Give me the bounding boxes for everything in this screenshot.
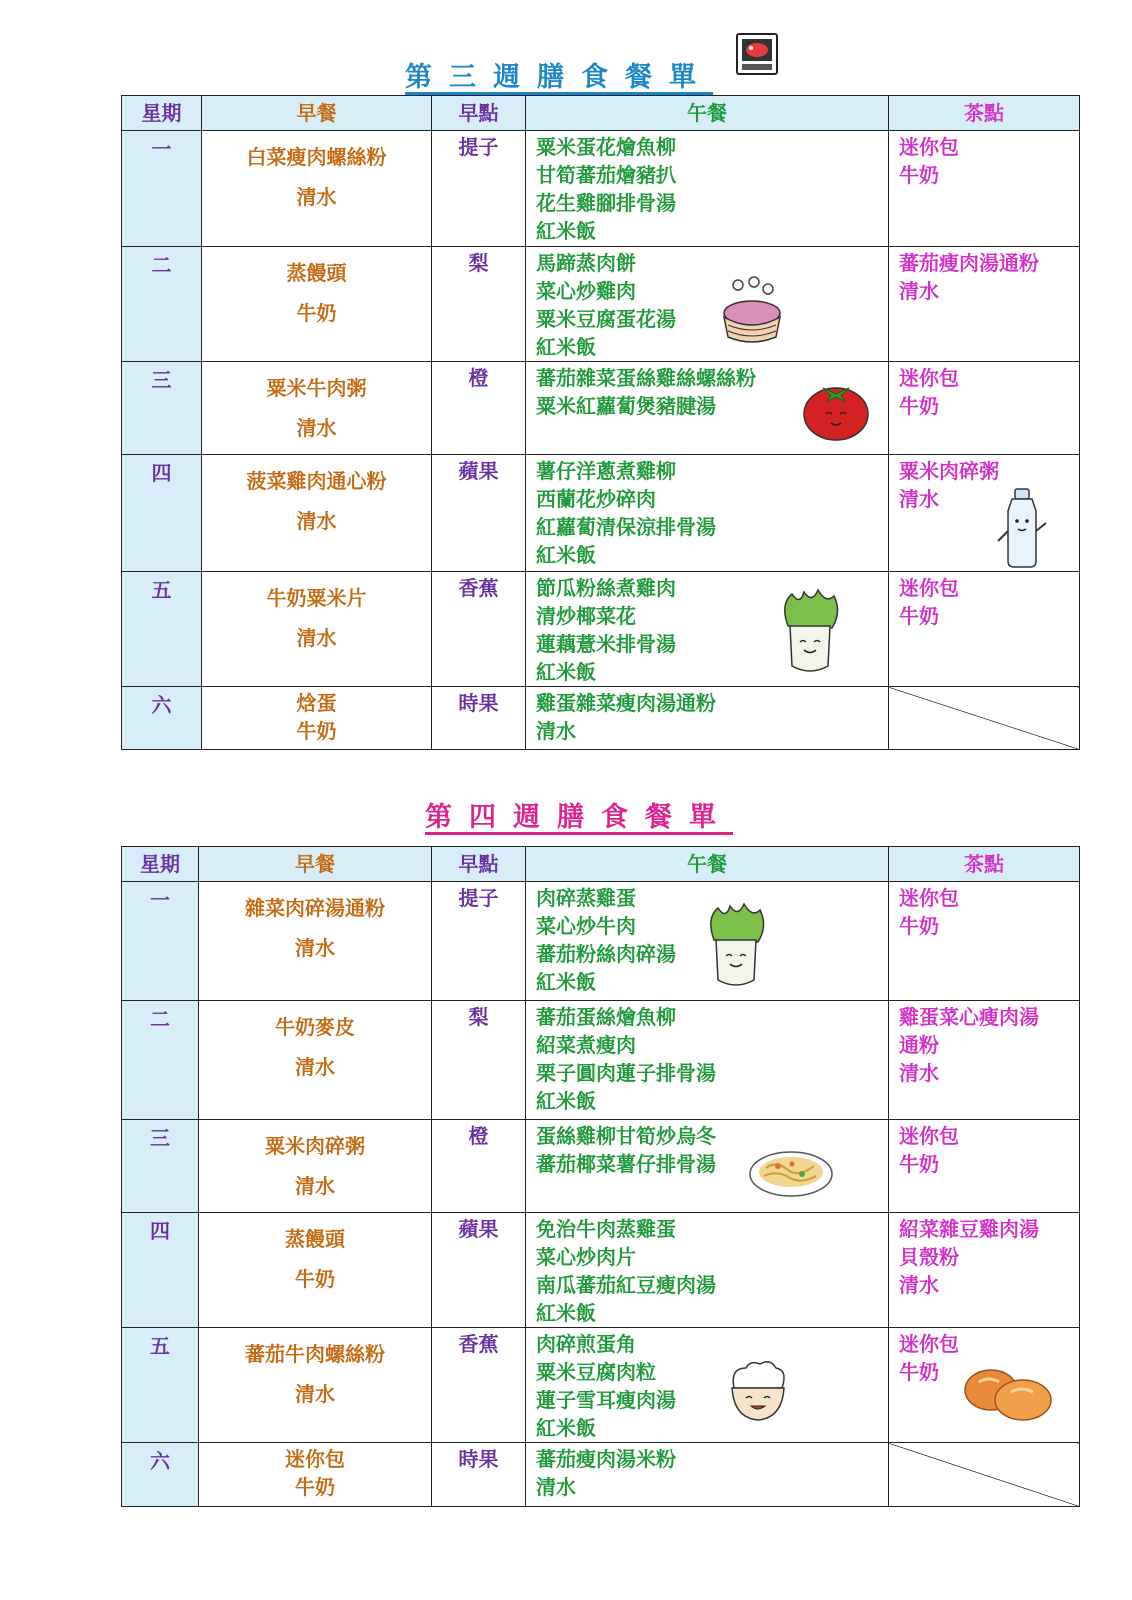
breakfast-item: 蒸饅頭 xyxy=(286,261,347,285)
header-tea: 茶點 xyxy=(889,96,1080,131)
tea-item: 蕃茄瘦肉湯通粉 xyxy=(899,251,1039,275)
lunch-cell xyxy=(526,882,889,1001)
lunch-cell xyxy=(526,455,889,572)
tea-item: 牛奶 xyxy=(899,914,939,938)
week4-title: 第四週膳食餐單 xyxy=(425,802,733,833)
breakfast-cell xyxy=(202,247,432,362)
tea-cell xyxy=(889,455,1080,572)
breakfast-item: 清水 xyxy=(295,1174,335,1198)
header-lunch: 午餐 xyxy=(526,96,889,131)
bread-rolls-icon xyxy=(961,1364,1055,1431)
day-cell: 三 xyxy=(122,362,202,455)
tea-item: 牛奶 xyxy=(899,163,939,187)
tea-cell-empty xyxy=(889,1443,1080,1507)
tea-cell xyxy=(889,1001,1080,1120)
morning-snack-cell: 梨 xyxy=(432,1001,526,1120)
lunch-item: 紅米飯 xyxy=(536,970,596,994)
breakfast-cell xyxy=(202,362,432,455)
breakfast-item: 清水 xyxy=(295,1055,335,1079)
lunch-item: 肉碎蒸雞蛋 xyxy=(536,886,636,910)
lunch-item: 花生雞腳排骨湯 xyxy=(536,191,676,215)
morning-snack-cell: 橙 xyxy=(432,1120,526,1213)
day-cell: 一 xyxy=(122,131,202,247)
lunch-item: 粟米蛋花燴魚柳 xyxy=(536,135,676,159)
lunch-item: 肉碎煎蛋角 xyxy=(536,1332,636,1356)
table-row xyxy=(122,247,1080,362)
tea-item: 雞蛋菜心瘦肉湯 xyxy=(899,1005,1039,1029)
morning-snack-cell: 提子 xyxy=(432,882,526,1001)
breakfast-cell xyxy=(202,572,432,687)
header-breakfast: 早餐 xyxy=(199,847,432,882)
tea-item: 迷你包 xyxy=(899,135,959,159)
day-cell: 一 xyxy=(122,882,199,1001)
breakfast-cell xyxy=(199,1213,432,1328)
week3-title: 第三週膳食餐單 xyxy=(405,62,713,93)
breakfast-item: 牛奶 xyxy=(295,1267,335,1291)
lunch-item: 紅蘿蔔清保涼排骨湯 xyxy=(536,515,716,539)
lunch-item: 雞蛋雜菜瘦肉湯通粉 xyxy=(536,691,716,715)
breakfast-item: 牛奶粟米片 xyxy=(266,586,367,610)
breakfast-item: 雜菜肉碎湯通粉 xyxy=(245,896,385,920)
lunch-item: 薯仔洋蔥煮雞柳 xyxy=(536,459,676,483)
breakfast-cell xyxy=(202,131,432,247)
tea-cell xyxy=(889,362,1080,455)
cabbage-icon xyxy=(704,900,768,999)
week3-table xyxy=(121,95,1080,750)
lunch-item: 粟米紅蘿蔔煲豬腱湯 xyxy=(536,394,716,418)
header-row xyxy=(122,96,1080,131)
day-cell: 二 xyxy=(122,1001,199,1120)
tea-item: 通粉 xyxy=(899,1033,939,1057)
breakfast-item: 白菜瘦肉螺絲粉 xyxy=(246,145,387,169)
lunch-item: 西蘭花炒碎肉 xyxy=(536,487,656,511)
rice-bowl-icon xyxy=(726,1358,790,1431)
day-cell: 四 xyxy=(122,1213,199,1328)
noodle-plate-icon xyxy=(748,1144,834,1207)
table-row xyxy=(122,1001,1080,1120)
tea-item: 牛奶 xyxy=(899,604,939,628)
tea-item: 牛奶 xyxy=(899,394,939,418)
tea-item: 貝殼粉 xyxy=(899,1245,959,1269)
table-row xyxy=(122,1120,1080,1213)
breakfast-item: 蕃茄牛肉螺絲粉 xyxy=(245,1342,385,1366)
lunch-item: 蕃茄椰菜薯仔排骨湯 xyxy=(536,1152,716,1176)
breakfast-item: 清水 xyxy=(296,509,337,533)
morning-snack-cell: 提子 xyxy=(432,131,526,247)
tea-item: 迷你包 xyxy=(899,576,959,600)
lunch-item: 蕃茄粉絲肉碎湯 xyxy=(536,942,676,966)
lunch-item: 馬蹄蒸肉餅 xyxy=(536,251,636,275)
tea-item: 迷你包 xyxy=(899,1124,959,1148)
header-lunch: 午餐 xyxy=(526,847,889,882)
tomato-icon xyxy=(801,376,871,449)
breakfast-item: 清水 xyxy=(295,1382,335,1406)
tea-item: 清水 xyxy=(899,1273,939,1297)
tea-cell-empty xyxy=(889,687,1080,750)
lunch-item: 蕃茄雜菜蛋絲雞絲螺絲粉 xyxy=(536,366,756,390)
lunch-cell xyxy=(526,687,889,750)
lunch-item: 紅米飯 xyxy=(536,1301,596,1325)
tea-item: 清水 xyxy=(899,279,939,303)
tea-cell xyxy=(889,1328,1080,1443)
table-row xyxy=(122,1213,1080,1328)
lunch-item: 蓮藕薏米排骨湯 xyxy=(536,632,676,656)
table-row xyxy=(122,1443,1080,1507)
lunch-cell xyxy=(526,247,889,362)
day-cell: 六 xyxy=(122,687,202,750)
day-cell: 五 xyxy=(122,572,202,687)
tea-cell xyxy=(889,1213,1080,1328)
breakfast-cell xyxy=(199,882,432,1001)
breakfast-item: 牛奶 xyxy=(296,301,337,325)
table-row xyxy=(122,1328,1080,1443)
header-day: 星期 xyxy=(122,847,199,882)
header-day: 星期 xyxy=(122,96,202,131)
tea-item: 清水 xyxy=(899,1061,939,1085)
table-row xyxy=(122,882,1080,1001)
lunch-item: 紅米飯 xyxy=(536,1416,596,1440)
day-cell: 五 xyxy=(122,1328,199,1443)
breakfast-cell xyxy=(199,1328,432,1443)
header-tea: 茶點 xyxy=(889,847,1080,882)
lunch-cell xyxy=(526,1328,889,1443)
breakfast-cell xyxy=(202,455,432,572)
table-row xyxy=(122,687,1080,750)
lunch-item: 粟米豆腐肉粒 xyxy=(536,1360,656,1384)
day-cell: 四 xyxy=(122,455,202,572)
header-morning-snack: 早點 xyxy=(432,96,526,131)
steamed-bun-icon xyxy=(716,275,788,354)
tea-item: 牛奶 xyxy=(899,1360,939,1384)
header-row xyxy=(122,847,1080,882)
lunch-item: 蛋絲雞柳甘筍炒烏冬 xyxy=(536,1124,716,1148)
tea-item: 迷你包 xyxy=(899,366,959,390)
tea-cell xyxy=(889,247,1080,362)
tea-cell xyxy=(889,131,1080,247)
header-breakfast: 早餐 xyxy=(202,96,432,131)
morning-snack-cell: 香蕉 xyxy=(432,572,526,687)
lunch-item: 節瓜粉絲煮雞肉 xyxy=(536,576,676,600)
breakfast-item: 清水 xyxy=(295,936,335,960)
morning-snack-cell: 香蕉 xyxy=(432,1328,526,1443)
lunch-cell xyxy=(526,572,889,687)
day-cell: 三 xyxy=(122,1120,199,1213)
day-cell: 二 xyxy=(122,247,202,362)
breakfast-item: 清水 xyxy=(296,626,337,650)
lunch-cell xyxy=(526,1213,889,1328)
lunch-item: 菜心炒雞肉 xyxy=(536,279,636,303)
lunch-item: 南瓜蕃茄紅豆瘦肉湯 xyxy=(536,1273,716,1297)
tea-cell xyxy=(889,1120,1080,1213)
lunch-cell xyxy=(526,1001,889,1120)
morning-snack-cell: 梨 xyxy=(432,247,526,362)
lunch-cell xyxy=(526,362,889,455)
lunch-item: 紹菜煮瘦肉 xyxy=(536,1033,636,1057)
table-row xyxy=(122,131,1080,247)
tea-item: 紹菜雜豆雞肉湯 xyxy=(899,1217,1039,1241)
breakfast-cell xyxy=(202,687,432,750)
lunch-item: 粟米豆腐蛋花湯 xyxy=(536,307,676,331)
lunch-item: 清水 xyxy=(536,1475,576,1499)
water-bottle-icon xyxy=(994,487,1050,576)
breakfast-item: 牛奶麥皮 xyxy=(275,1015,355,1039)
breakfast-item: 牛奶 xyxy=(296,719,337,743)
lunch-cell xyxy=(526,1120,889,1213)
breakfast-item: 迷你包 xyxy=(285,1447,345,1471)
tea-cell xyxy=(889,882,1080,1001)
lunch-item: 蓮子雪耳瘦肉湯 xyxy=(536,1388,676,1412)
day-cell: 六 xyxy=(122,1443,199,1507)
breakfast-item: 菠菜雞肉通心粉 xyxy=(246,469,387,493)
lunch-item: 紅米飯 xyxy=(536,543,596,567)
breakfast-item: 清水 xyxy=(296,185,337,209)
morning-snack-cell: 時果 xyxy=(432,687,526,750)
lunch-item: 紅米飯 xyxy=(536,335,596,359)
tea-item: 牛奶 xyxy=(899,1152,939,1176)
lunch-item: 蕃茄瘦肉湯米粉 xyxy=(536,1447,676,1471)
week4-table xyxy=(121,846,1080,1507)
breakfast-item: 牛奶 xyxy=(295,1475,335,1499)
lunch-item: 紅米飯 xyxy=(536,1089,596,1113)
lunch-item: 菜心炒牛肉 xyxy=(536,914,636,938)
morning-snack-cell: 蘋果 xyxy=(432,1213,526,1328)
breakfast-item: 粟米肉碎粥 xyxy=(265,1134,365,1158)
table-row xyxy=(122,362,1080,455)
tea-cell xyxy=(889,572,1080,687)
breakfast-cell xyxy=(199,1001,432,1120)
breakfast-item: 焓蛋 xyxy=(296,691,337,715)
lunch-item: 菜心炒肉片 xyxy=(536,1245,636,1269)
tea-item: 清水 xyxy=(899,487,939,511)
morning-snack-cell: 時果 xyxy=(432,1443,526,1507)
lunch-cell xyxy=(526,131,889,247)
morning-snack-cell: 蘋果 xyxy=(432,455,526,572)
lunch-cell xyxy=(526,1443,889,1507)
cabbage-icon xyxy=(778,586,842,685)
header-morning-snack: 早點 xyxy=(432,847,526,882)
bbq-grill-icon xyxy=(733,30,781,82)
breakfast-cell xyxy=(199,1443,432,1507)
lunch-item: 蕃茄蛋絲燴魚柳 xyxy=(536,1005,676,1029)
table-row xyxy=(122,455,1080,572)
tea-item: 迷你包 xyxy=(899,886,959,910)
lunch-item: 栗子圓肉蓮子排骨湯 xyxy=(536,1061,716,1085)
breakfast-item: 粟米牛肉粥 xyxy=(266,376,367,400)
lunch-item: 甘筍蕃茄燴豬扒 xyxy=(536,163,676,187)
lunch-item: 清炒椰菜花 xyxy=(536,604,636,628)
morning-snack-cell: 橙 xyxy=(432,362,526,455)
lunch-item: 紅米飯 xyxy=(536,660,596,684)
tea-item: 迷你包 xyxy=(899,1332,959,1356)
breakfast-item: 清水 xyxy=(296,416,337,440)
lunch-item: 免治牛肉蒸雞蛋 xyxy=(536,1217,676,1241)
breakfast-item: 蒸饅頭 xyxy=(285,1227,345,1251)
tea-item: 粟米肉碎粥 xyxy=(899,459,999,483)
breakfast-cell xyxy=(199,1120,432,1213)
table-row xyxy=(122,572,1080,687)
lunch-item: 清水 xyxy=(536,719,576,743)
lunch-item: 紅米飯 xyxy=(536,219,596,243)
